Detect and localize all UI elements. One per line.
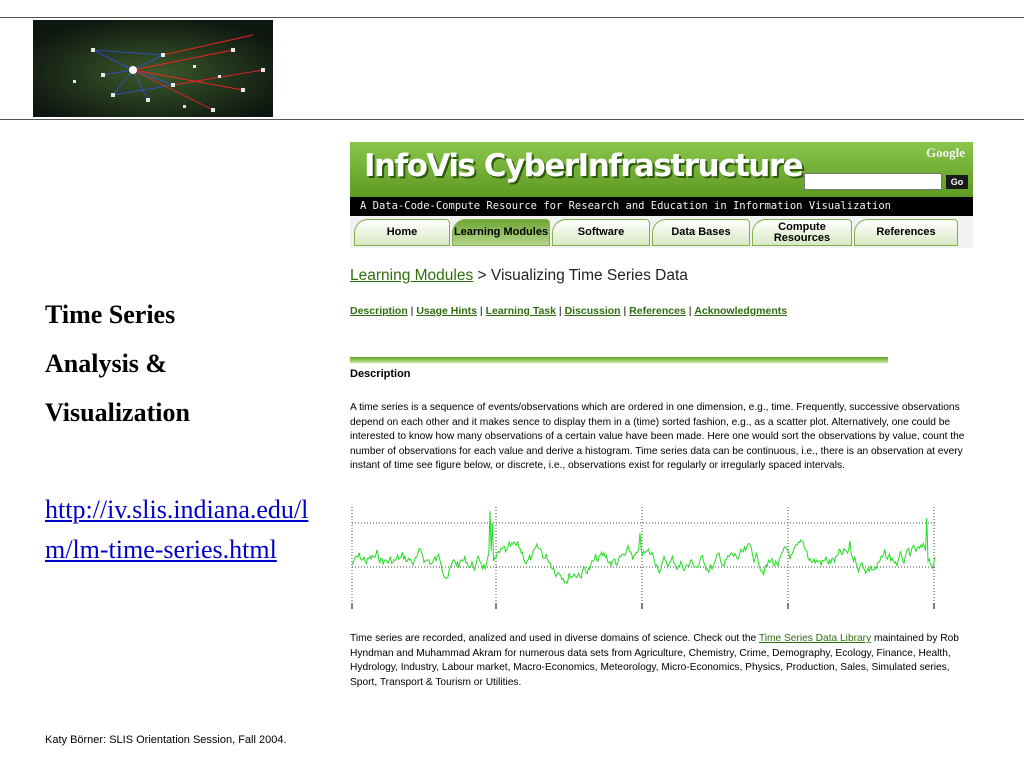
nav-tab-learning-modules[interactable]: Learning Modules <box>452 219 550 246</box>
section-link-learning-task[interactable]: Learning Task <box>485 305 556 317</box>
section-link-acknowledgments[interactable]: Acknowledgments <box>694 305 788 317</box>
breadcrumb <box>350 267 688 285</box>
nav-tab-compute-resources[interactable]: Compute Resources <box>752 219 852 246</box>
go-button[interactable]: Go <box>946 175 968 189</box>
section-link-references[interactable]: References <box>629 305 686 317</box>
section-link-description[interactable]: Description <box>350 305 408 317</box>
time-series-plot <box>350 503 940 615</box>
search-input[interactable] <box>804 173 942 190</box>
nav-tab-software[interactable]: Software <box>552 219 650 246</box>
nav-tab-home[interactable]: Home <box>354 219 450 246</box>
section-link-discussion[interactable]: Discussion <box>564 305 621 317</box>
site-tagline: A Data-Code-Compute Resource for Research and Education in Information Visualization <box>350 197 973 216</box>
time-series-data-library-link[interactable]: Time Series Data Library <box>758 633 872 644</box>
para2-text-end: maintained by Rob Hyndman and Muhammad Akram for numerous data sets from Agriculture, Chemistry, Crime, Demography, Ecology, Finance, Health, Hydrology, Industry, Labour market, Macro-Economics, Meteorology, Micro-Economics, Physics, Production, Sales, Simulated series, Sport, Transport & Tourism or Utilities. <box>350 633 959 688</box>
section-links: Description | Usage Hints | Learning Task | Discussion | References | Acknowledgments <box>350 305 788 317</box>
description-paragraph: A time series is a sequence of events/observations which are ordered in one dimension, e.g., time. Frequently, successive observations depend on each other and it makes sence to display them in a (time) sorted fashion, e.g., as a scatter plot. Alternatively, one could be interested to know how many observations of a certain value have been made. Here one would sort the observations by value, count the number of observations for each value and derive a histogram. Time series data can be continuous, i.e., there is an observation at every instant of time see figure below, or discrete, i.e., observations exist for regularly or irregularly spaced intervals. <box>350 402 965 472</box>
data-library-paragraph <box>350 632 975 690</box>
header-rule <box>0 119 1024 120</box>
network-visualization-image <box>33 20 273 117</box>
para2-text-start: Time series are recorded, analized and used in diverse domains of science. Check out the <box>350 633 757 644</box>
top-rule <box>0 17 1024 18</box>
site-title: InfoVis CyberInfrastructure <box>364 148 803 184</box>
google-logo: Google <box>926 145 965 160</box>
slide-title <box>45 290 190 437</box>
breadcrumb-current: Visualizing Time Series Data <box>490 267 688 284</box>
slide-title-line: Analysis & <box>45 349 168 378</box>
section-heading: Description <box>350 368 411 380</box>
site-banner <box>350 142 973 197</box>
nav-tab-references[interactable]: References <box>854 219 958 246</box>
series-line <box>352 511 935 584</box>
site-nav <box>350 216 973 248</box>
breadcrumb-separator: > <box>477 267 487 284</box>
slide-title-line: Time Series <box>45 300 176 329</box>
section-link-usage-hints[interactable]: Usage Hints <box>416 305 478 317</box>
nav-tab-data-bases[interactable]: Data Bases <box>652 219 750 246</box>
breadcrumb-link[interactable]: Learning Modules <box>350 267 474 284</box>
slide-footer: Katy Börner: SLIS Orientation Session, Fall 2004. <box>45 734 287 746</box>
section-divider <box>350 357 888 363</box>
module-url-link[interactable]: http://iv.slis.indiana.edu/lm/lm-time-series.html <box>45 495 309 564</box>
slide-title-line: Visualization <box>45 398 190 427</box>
